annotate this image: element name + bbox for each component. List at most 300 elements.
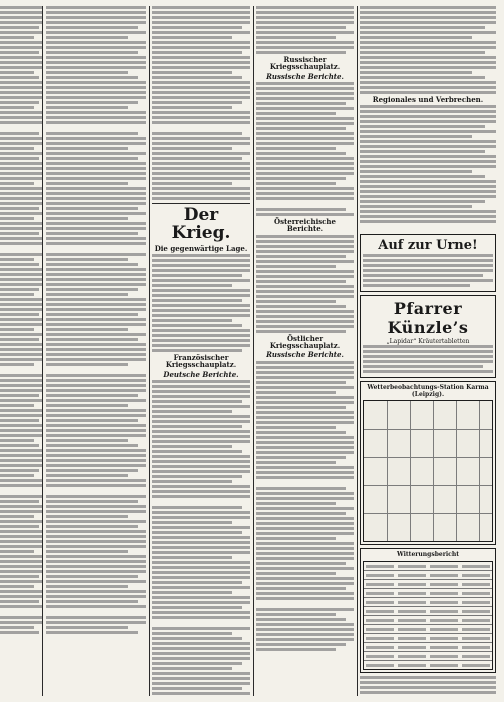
text-line <box>152 536 250 539</box>
text-line <box>360 210 496 213</box>
weather-table-cell <box>398 628 426 631</box>
text-line <box>46 505 146 508</box>
text-line <box>0 278 42 281</box>
text-line <box>46 182 128 185</box>
text-line <box>46 46 146 49</box>
text-line <box>360 686 496 689</box>
text-line <box>46 278 146 281</box>
weather-table-cell <box>366 610 394 613</box>
text-line <box>360 115 496 118</box>
chart-gridline <box>364 457 492 458</box>
text-line <box>256 177 346 180</box>
text-line <box>0 76 39 79</box>
text-line <box>256 552 354 555</box>
text-line <box>46 273 146 276</box>
text-line <box>152 16 250 19</box>
weather-table-cell <box>366 592 394 595</box>
text-line <box>46 288 138 291</box>
column-1-text <box>0 6 42 634</box>
text-line <box>0 303 42 306</box>
text-line <box>0 253 42 256</box>
text-line <box>46 414 146 417</box>
text-line <box>0 600 39 603</box>
chart-gridline <box>364 429 492 430</box>
text-line <box>46 86 146 89</box>
text-line <box>152 197 250 200</box>
text-line <box>152 521 232 524</box>
text-line <box>152 284 232 287</box>
text-line <box>46 152 146 155</box>
text-line <box>0 308 42 311</box>
weather-table-cell <box>462 601 490 604</box>
text-line <box>256 142 354 145</box>
weather-table-cell <box>462 583 490 586</box>
text-line <box>256 366 354 369</box>
text-line <box>46 106 128 109</box>
text-line <box>0 157 39 160</box>
text-line <box>152 581 242 584</box>
weather-table-cell <box>430 610 458 613</box>
text-line <box>46 419 138 422</box>
text-line <box>0 31 42 34</box>
text-line <box>46 510 146 513</box>
text-line <box>256 426 336 429</box>
text-line <box>152 430 250 433</box>
text-line <box>152 541 250 544</box>
text-line <box>256 446 354 449</box>
text-line <box>46 76 138 79</box>
chart-vline <box>433 401 434 541</box>
text-line <box>0 21 42 24</box>
text-line <box>46 394 138 397</box>
text-line <box>0 111 42 114</box>
weather-table-cell <box>366 655 394 658</box>
text-line <box>46 217 128 220</box>
text-line <box>46 212 146 215</box>
text-line <box>0 237 42 240</box>
text-line <box>46 51 138 54</box>
text-line <box>363 274 483 277</box>
text-line <box>0 288 39 291</box>
text-line <box>0 469 39 472</box>
weather-table-cell <box>366 583 394 586</box>
text-line <box>152 66 250 69</box>
text-line <box>152 506 242 509</box>
text-line <box>256 97 354 100</box>
text-line <box>363 345 493 348</box>
text-line <box>152 31 250 34</box>
text-line <box>46 353 146 356</box>
text-line <box>256 265 336 268</box>
weather-table-cell <box>430 601 458 604</box>
text-line <box>0 338 39 341</box>
weather-table-cell <box>462 619 490 622</box>
text-line <box>0 207 39 210</box>
text-line <box>152 101 242 104</box>
text-line <box>46 253 146 256</box>
text-line <box>256 325 354 328</box>
text-line <box>360 46 496 49</box>
text-line <box>256 245 354 248</box>
text-line <box>256 112 336 115</box>
text-line <box>0 116 42 119</box>
text-line <box>0 595 42 598</box>
text-line <box>256 137 354 140</box>
text-line <box>360 105 496 108</box>
text-line <box>46 384 146 387</box>
text-line <box>46 495 146 498</box>
text-line <box>152 334 250 337</box>
text-line <box>0 631 39 634</box>
text-line <box>152 96 250 99</box>
text-line <box>152 667 232 670</box>
text-line <box>46 6 146 9</box>
text-line <box>0 409 42 412</box>
ad-auf-zur-urne-title: Auf zur Urne! <box>378 238 478 254</box>
weather-table-cell <box>462 610 490 613</box>
text-line <box>46 293 128 296</box>
text-line <box>256 567 354 570</box>
text-line <box>152 601 250 604</box>
text-line <box>46 96 146 99</box>
column-5-bottom-text <box>360 676 496 696</box>
chart-vline <box>410 401 411 541</box>
text-line <box>152 324 242 327</box>
text-line <box>360 31 496 34</box>
text-line <box>0 484 42 487</box>
text-line <box>256 466 354 469</box>
text-line <box>0 91 42 94</box>
chart-gridline <box>364 513 492 514</box>
text-line <box>360 175 485 178</box>
text-line <box>360 130 496 133</box>
text-line <box>46 26 138 29</box>
text-line <box>256 471 354 474</box>
text-line <box>46 177 146 180</box>
text-line <box>256 416 354 419</box>
text-line <box>152 420 250 423</box>
text-line <box>46 91 146 94</box>
text-line <box>152 41 250 44</box>
text-line <box>360 165 496 168</box>
text-line <box>363 279 493 282</box>
text-line <box>46 545 146 548</box>
text-line <box>46 424 146 427</box>
text-line <box>152 571 250 574</box>
text-line <box>363 264 493 267</box>
text-line <box>256 240 354 243</box>
text-line <box>256 107 354 110</box>
text-line <box>152 642 250 645</box>
text-line <box>0 520 42 523</box>
divider <box>152 203 250 204</box>
text-line <box>152 192 250 195</box>
text-line <box>152 329 250 332</box>
text-line <box>152 91 250 94</box>
text-line <box>256 305 346 308</box>
text-line <box>256 16 354 19</box>
text-line <box>256 381 346 384</box>
text-line <box>256 102 346 105</box>
text-line <box>46 66 146 69</box>
text-line <box>256 361 354 364</box>
text-line <box>46 338 138 341</box>
text-line <box>0 41 42 44</box>
text-line <box>152 172 250 175</box>
text-line <box>152 182 232 185</box>
text-line <box>152 425 242 428</box>
text-line <box>0 424 42 427</box>
text-line <box>46 303 146 306</box>
text-line <box>46 358 146 361</box>
text-line <box>152 682 250 685</box>
text-line <box>152 259 250 262</box>
text-line <box>360 26 485 29</box>
text-line <box>0 343 42 346</box>
text-line <box>152 121 250 124</box>
text-line <box>46 197 146 200</box>
text-line <box>46 404 128 407</box>
text-line <box>46 621 146 624</box>
text-line <box>256 152 346 155</box>
text-line <box>46 560 146 563</box>
weather-table-cell <box>430 574 458 577</box>
text-line <box>46 323 146 326</box>
text-line <box>0 323 42 326</box>
weather-table <box>363 561 493 670</box>
weather-table-row <box>364 562 492 570</box>
column-rule-1 <box>42 6 43 696</box>
text-line <box>256 167 354 170</box>
text-line <box>46 605 146 608</box>
text-line <box>256 527 354 530</box>
ad-pfarrer-kuenzle-title: Pfarrer Künzle’s <box>387 299 469 338</box>
text-line <box>256 557 354 560</box>
weather-table-cell <box>366 601 394 604</box>
weather-table-cell <box>398 646 426 649</box>
text-line <box>152 475 242 478</box>
text-line <box>46 298 146 301</box>
text-line <box>152 177 250 180</box>
text-line <box>0 11 42 14</box>
ad-pfarrer-kuenzle <box>360 295 496 378</box>
text-line <box>0 459 42 462</box>
weather-station-title: Wetterbeobachtungs-Station Karma (Leipzig). <box>367 384 489 399</box>
weather-table-row <box>364 606 492 615</box>
text-line <box>0 474 34 477</box>
text-line <box>46 283 146 286</box>
text-line <box>0 590 42 593</box>
text-line <box>363 259 493 262</box>
text-line <box>360 16 496 19</box>
text-line <box>0 454 42 457</box>
text-line <box>0 429 42 432</box>
text-line <box>256 638 354 641</box>
text-line <box>152 415 250 418</box>
text-line <box>152 460 250 463</box>
text-line <box>152 632 232 635</box>
weather-table-cell <box>398 574 426 577</box>
weather-table-cell <box>366 574 394 577</box>
text-line <box>46 31 146 34</box>
text-line <box>0 242 42 245</box>
weather-table-cell <box>430 646 458 649</box>
text-line <box>0 540 42 543</box>
text-line <box>152 61 250 64</box>
text-line <box>256 295 354 298</box>
text-line <box>152 349 242 352</box>
text-line <box>0 172 42 175</box>
text-line <box>152 596 250 599</box>
text-line <box>0 525 39 528</box>
text-line <box>0 202 42 205</box>
weather-table-cell <box>462 565 490 568</box>
text-line <box>0 106 34 109</box>
text-line <box>152 76 242 79</box>
text-line <box>256 162 354 165</box>
text-line <box>46 328 128 331</box>
weather-table-cell <box>366 646 394 649</box>
text-line <box>46 21 146 24</box>
text-line <box>360 180 496 183</box>
text-line <box>152 269 250 272</box>
text-line <box>256 587 346 590</box>
text-line <box>256 421 354 424</box>
weather-table-cell <box>430 583 458 586</box>
text-line <box>360 91 496 94</box>
text-line <box>0 353 42 356</box>
text-line <box>256 461 336 464</box>
war-subheading: Die gegenwärtige Lage. <box>154 243 248 253</box>
column-4-top-text <box>256 6 354 54</box>
text-line <box>360 135 472 138</box>
text-line <box>46 61 146 64</box>
text-line <box>0 46 42 49</box>
text-line <box>46 535 146 538</box>
ad-auf-zur-urne-text <box>363 254 493 287</box>
ad-auf-zur-urne <box>360 234 496 292</box>
text-line <box>0 530 42 533</box>
text-line <box>256 117 354 120</box>
text-line <box>256 648 336 651</box>
text-line <box>256 132 354 135</box>
text-line <box>46 550 128 553</box>
text-line <box>256 522 354 525</box>
text-line <box>256 31 354 34</box>
text-line <box>0 132 39 135</box>
column-2 <box>46 6 146 696</box>
text-line <box>152 551 250 554</box>
text-line <box>152 465 250 468</box>
text-line <box>256 608 354 611</box>
text-line <box>0 565 42 568</box>
text-line <box>0 56 42 59</box>
text-line <box>0 434 42 437</box>
text-line <box>0 142 42 145</box>
text-line <box>256 542 354 545</box>
text-line <box>46 56 146 59</box>
weather-station <box>360 381 496 545</box>
text-line <box>256 441 354 444</box>
text-line <box>256 376 354 379</box>
weather-table-row <box>364 633 492 642</box>
text-line <box>256 582 354 585</box>
column-5-text-b <box>360 105 496 231</box>
text-line <box>256 92 354 95</box>
text-line <box>152 319 232 322</box>
text-line <box>256 411 354 414</box>
text-line <box>0 479 42 482</box>
war-heading: Der Krieg. <box>171 205 231 243</box>
text-line <box>256 172 354 175</box>
text-line <box>256 633 354 636</box>
text-line <box>46 308 146 311</box>
text-line <box>46 121 146 124</box>
text-line <box>0 313 39 316</box>
text-line <box>0 404 34 407</box>
text-line <box>152 137 250 140</box>
text-line <box>360 215 496 218</box>
text-line <box>256 46 354 49</box>
text-line <box>46 157 138 160</box>
text-line <box>46 454 146 457</box>
text-line <box>152 647 250 650</box>
text-line <box>152 611 250 614</box>
text-line <box>152 692 250 695</box>
text-line <box>360 120 496 123</box>
text-line <box>46 520 146 523</box>
text-line <box>152 111 250 114</box>
text-line <box>152 405 250 408</box>
text-line <box>0 626 34 629</box>
text-line <box>0 192 42 195</box>
text-line <box>152 279 250 282</box>
text-line <box>152 314 250 317</box>
weather-table-cell <box>430 628 458 631</box>
text-line <box>152 339 250 342</box>
text-line <box>46 525 138 528</box>
text-line <box>152 531 242 534</box>
text-line <box>0 232 39 235</box>
text-line <box>152 6 250 9</box>
text-line <box>152 490 250 493</box>
text-line <box>0 197 42 200</box>
text-line <box>0 621 42 624</box>
weather-table-row <box>364 597 492 606</box>
weather-table-cell <box>366 637 394 640</box>
weather-table-cell <box>398 664 426 667</box>
weather-table-cell <box>462 655 490 658</box>
text-line <box>46 268 146 271</box>
text-line <box>0 298 42 301</box>
weather-table-cell <box>462 637 490 640</box>
text-line <box>0 61 42 64</box>
text-line <box>256 386 354 389</box>
weather-table-row <box>364 624 492 633</box>
text-line <box>46 565 146 568</box>
text-line <box>152 606 242 609</box>
text-line <box>46 16 146 19</box>
text-line <box>0 535 42 538</box>
text-line <box>360 195 496 198</box>
text-line <box>152 410 232 413</box>
weather-table-row <box>364 570 492 579</box>
text-line <box>152 652 250 655</box>
weather-table-row <box>364 615 492 624</box>
text-line <box>360 36 472 39</box>
text-line <box>256 456 346 459</box>
text-line <box>256 391 336 394</box>
